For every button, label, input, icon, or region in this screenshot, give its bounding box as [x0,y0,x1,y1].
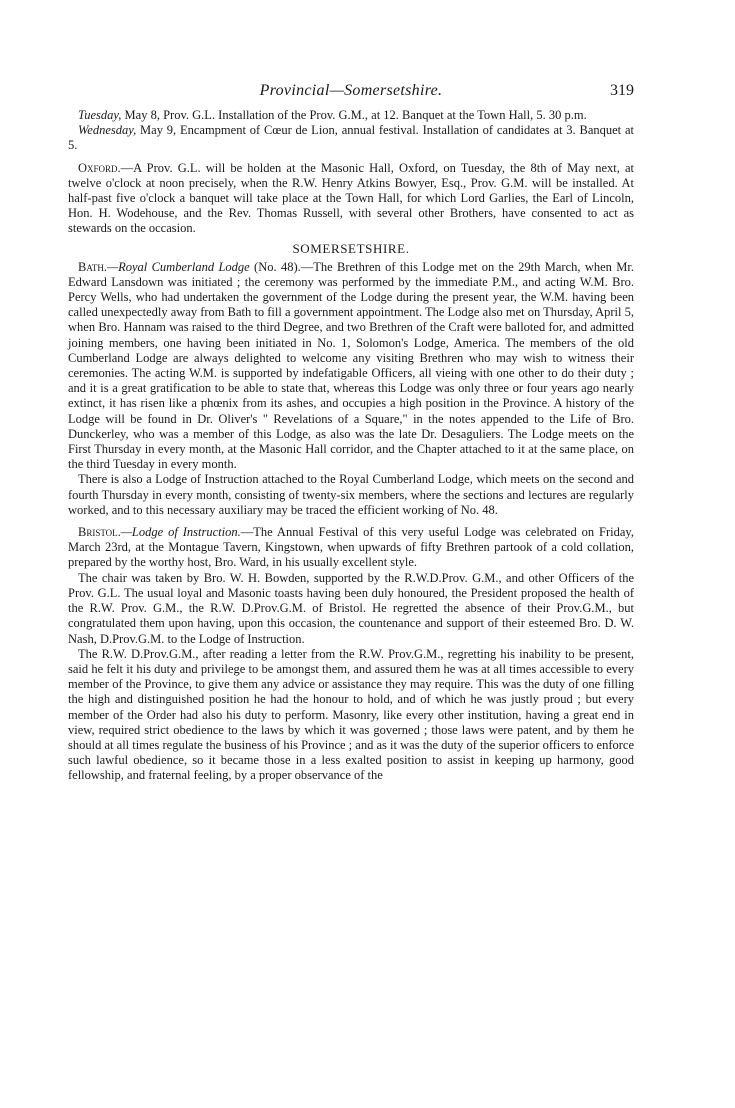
paragraph-text: (No. 48).—The Brethren of this Lodge met on the 29th March, when Mr. Edward Lansdown was initiated ; the ceremony was performed by the immediate P.M., and acting W.M. Bro. Percy Wells, who had undertaken the government of the Lodge during the present year, the W.M. having been called unexpectedly away from Bath to fill a government appointment. The Lodge also met on Thursday, April 5, when Bro. Hannam was raised to the third Degree, and two Brethren of the Craft were balloted for, and admitted joining members, one having been initiated in No. 1, Solomon's Lodge, America. The members of the old Cumberland Lodge are always delighted to welcome any visiting Brethren who may wish to witness their ceremonies. The acting W.M. is supported by indefatigable Officers, all vieing with one other to do their duty ; and it is a great gratification to be able to state that, whereas this Lodge was only three or four years ago nearly extinct, it has risen like a phœnix from its ashes, and occupies a high position in the Province. A history of the Lodge will be found in Dr. Oliver's " Revelations of a Square," in the notes appended to the Life of Bro. Dunckerley, who was a member of this Lodge, as also was the late Dr. Desaguliers. The Lodge meets on the First Thursday in every month, at the Masonic Hall corridor, and the Chapter attached to it at the same place, on the third Tuesday in every month. [68,259,634,472]
paragraph-lead: Tuesday, [78,108,122,122]
paragraph-lead: Wednesday, [78,123,137,138]
paragraph-text: The R.W. D.Prov.G.M., after reading a letter from the R.W. Prov.G.M., regretting his inability to be present, said he felt it his duty and privilege to be amongst them, and assured them he was at all times accessible to every member of the Province, to give them any advice or assistance they may require. This was the duty of one filling the high and distinguished position he had the honour to hold, and of which he was justly proud ; but every member of the Order had also his duty to perform. Masonry, like every other institution, having a great end in view, required strict obedience to the laws by which it was governed ; those laws were patent, and by them he should at all times regulate the business of his Province ; and as it was the duty of the superior officers to enforce such lawful obedience, so it became those in a less exalted position to assist in keeping up harmony, good fellowship, and fraternal feeling, by a proper observance of the [68,646,634,783]
paragraph-tuesday [68,108,634,123]
paragraph-lead: Bristol. [78,525,121,540]
paragraph-bath [68,260,634,473]
paragraph-lead-italic: —Lodge of Instruction. [120,525,241,540]
paragraph-text: —A Prov. G.L. will be holden at the Masonic Hall, Oxford, on Tuesday, the 8th of May next, at twelve o'clock at noon precisely, when the R.W. Henry Atkins Bowyer, Esq., Prov. G.M. will be installed. At half-past five o'clock a banquet will take place at the Town Hall, for which Lord Garlies, the Earl of Lincoln, Hon. H. Wodehouse, and the Rev. Thomas Russell, with several other Brothers, have consented to act as stewards on the occasion. [68,160,634,236]
paragraph-text: May 8, Prov. G.L. Installation of the Prov. G.M., at 12. Banquet at the Town Hall, 5. 30 p.m. [121,108,587,122]
paragraph-wednesday [68,123,634,153]
paragraph-lodge-of-instruction [68,472,634,518]
paragraph-text: May 9, Encampment of Cœur de Lion, annual festival. Installation of candidates at 3. Banquet at 5. [68,123,634,153]
paragraph-text: There is also a Lodge of Instruction attached to the Royal Cumberland Lodge, which meets on the second and fourth Thursday in every month, consisting of twenty-six members, where the sections and lectures are regularly worked, and to this necessary auxiliary may be traced the efficient working of No. 48. [68,472,634,517]
paragraph-text: The chair was taken by Bro. W. H. Bowden, supported by the R.W.D.Prov. G.M., and other Officers of the Prov. G.L. The usual loyal and Masonic toasts having been duly honoured, the President proposed the health of the R.W. Prov. G.M., the R.W. D.Prov.G.M. of Bristol. He regretted the absence of their Prov.G.M., but congratulated them upon having, upon this occasion, the countenance and support of their esteemed Bro. D. W. Nash, D.Prov.G.M. to the Lodge of Instruction. [68,570,634,646]
page-header [68,82,634,108]
paragraph-chair [68,571,634,647]
running-title: Provincial—Somersetshire. [259,82,443,99]
paragraph-text: —The Annual Festival of this very useful Lodge was celebrated on Friday, March 23rd, at the Montague Tavern, Kingstown, when upwards of fifty Brethren partook of a cold collation, prepared by the worthy host, Bro. Ward, in his usually excellent style. [68,525,634,570]
paragraph-bristol [68,525,634,571]
paragraph-lead-italic: —Royal Cumberland Lodge [106,259,250,274]
page-number: 319 [610,82,634,99]
page [68,82,634,784]
paragraph-oxford [68,161,634,237]
paragraph-dprovgm-speech [68,647,634,784]
paragraph-lead: Oxford. [78,160,121,175]
paragraph-lead: Bath. [78,259,107,274]
section-heading: SOMERSETSHIRE. [292,240,410,256]
